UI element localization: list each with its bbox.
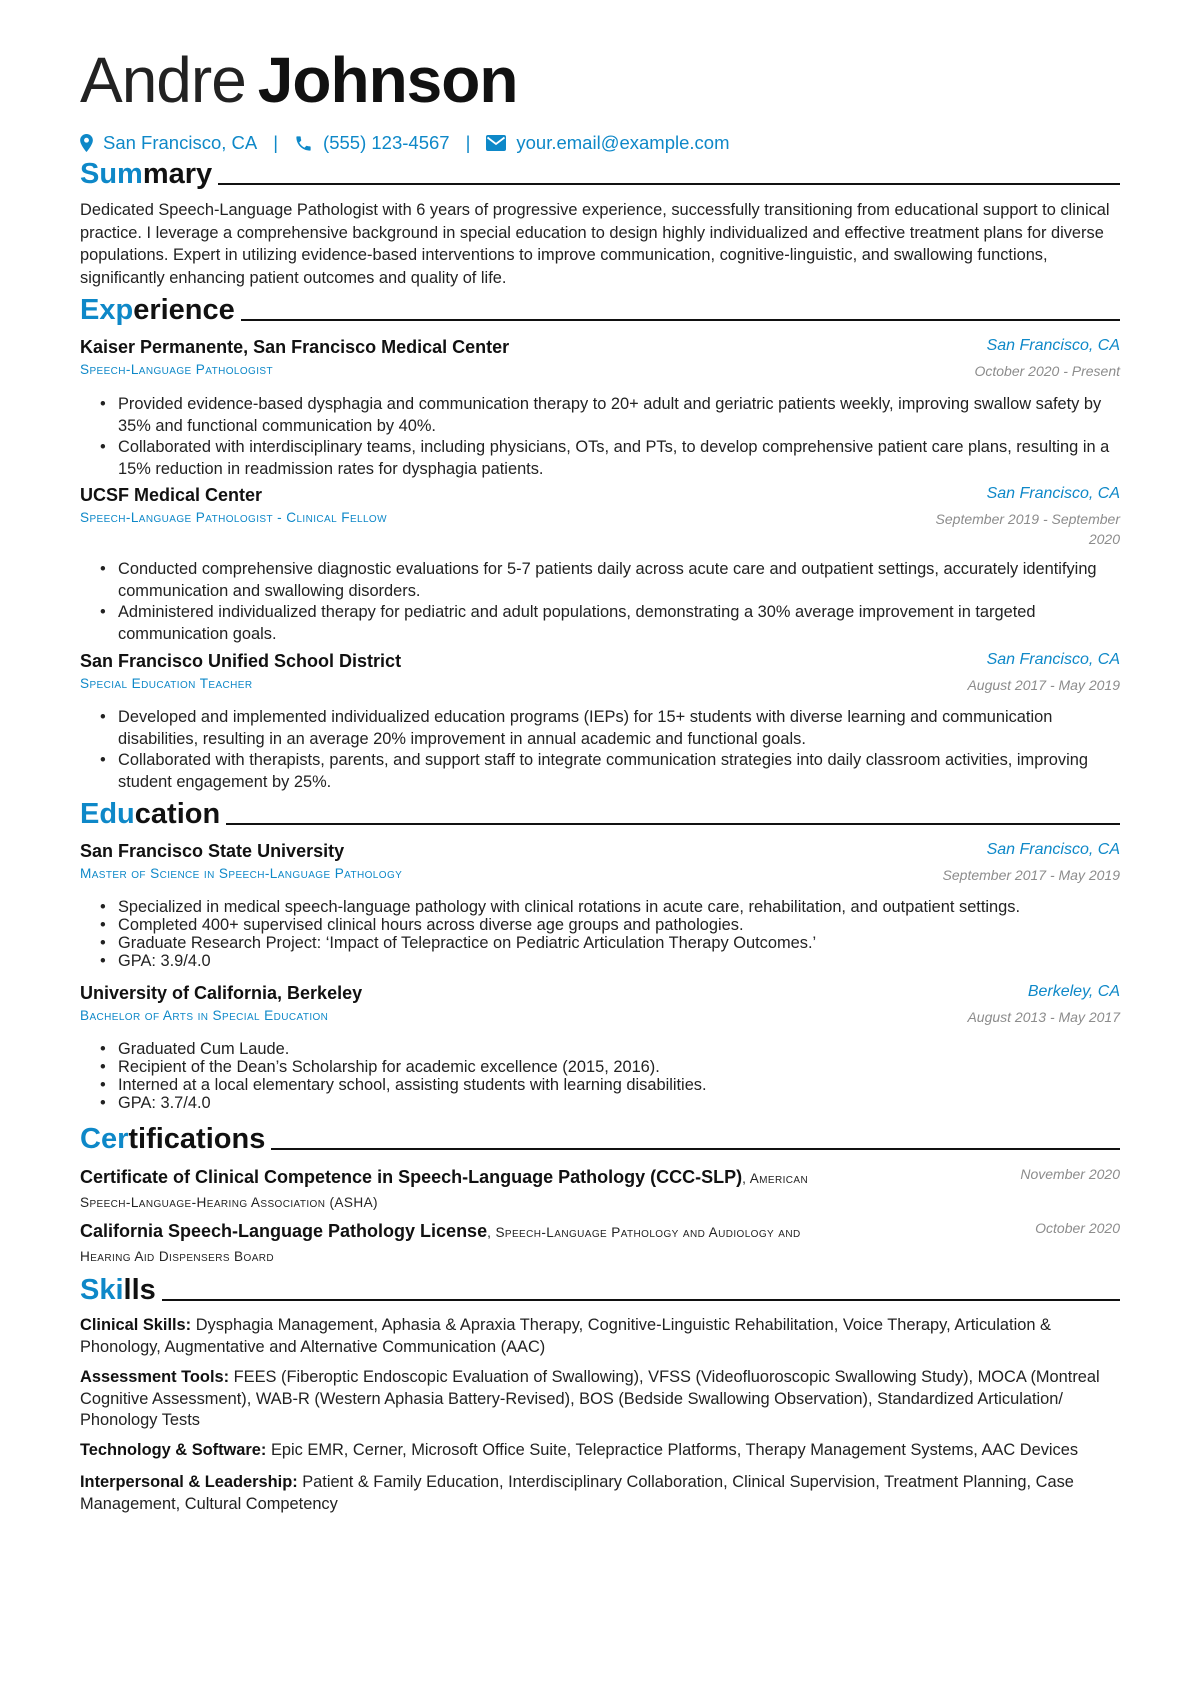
entry-dates: September 2019 - September 2020 (935, 511, 1120, 547)
email-link[interactable]: your.email@example.com (516, 132, 730, 153)
section-divider (241, 319, 1120, 321)
map-pin-icon (80, 134, 93, 152)
bullet-item: • Administered individualized therapy for pediatric and adult populations, demonstrating a 30% average improvement in targeted communication goals. (80, 602, 1120, 645)
bullet-item: • Specialized in medical speech-language pathology with clinical rotations in acute care, rehabilitation, and outpatient settings. (80, 898, 1120, 916)
contact-email[interactable] (486, 132, 729, 154)
phone-text[interactable]: (555) 123-4567 (323, 132, 450, 153)
certification-entry (80, 1220, 1120, 1268)
entry-location: San Francisco, CA (986, 651, 1120, 668)
skill-list: FEES (Fiberoptic Endoscopic Evaluation of Swallowing), VFSS (Videofluoroscopic Swallowing Study), MOCA (Montreal Cognitive Assessment), WAB-R (Western Aphasia Battery-Revised), BOS (Bedside Swallowing Observation), Standardized Articulation/ Phonology Tests (80, 1368, 1100, 1429)
certification-text (80, 1166, 840, 1214)
school-name: University of California, Berkeley (80, 983, 363, 1003)
certification-issuer: , American Speech-Language-Hearing Association (ASHA) (80, 1171, 809, 1210)
contact-location (80, 132, 257, 154)
skill-group (80, 1367, 1120, 1432)
skill-list: Dysphagia Management, Aphasia & Apraxia Therapy, Cognitive-Linguistic Rehabilitation, Voice Therapy, Articulation & Phonology, Augmentative and Alternative Communication (AAC) (80, 1316, 1051, 1356)
bullet-list (80, 559, 1120, 645)
section-header-certifications (80, 1122, 1120, 1156)
skill-list: Patient & Family Education, Interdisciplinary Collaboration, Clinical Supervision, Treatment Planning, Case Management, Cultural Competency (80, 1473, 1074, 1513)
section-divider (162, 1299, 1120, 1301)
bullet-list (80, 1040, 1120, 1112)
first-name: Andre (80, 44, 246, 116)
degree-title: Bachelor of Arts in Special Education (80, 1008, 329, 1023)
skill-group (80, 1440, 1120, 1462)
entry-location: San Francisco, CA (986, 485, 1120, 502)
section-header-education (80, 797, 1120, 831)
entry-dates: October 2020 - Present (974, 363, 1120, 379)
employer-name: San Francisco Unified School District (80, 651, 402, 671)
bullet-item: • Collaborated with therapists, parents, and support staff to integrate communication strategies into daily classroom activities, improving student engagement by 25%. (80, 750, 1120, 793)
bullet-item: • Recipient of the Dean’s Scholarship for academic excellence (2015, 2016). (80, 1058, 1120, 1076)
certification-text (80, 1220, 840, 1268)
job-title: Speech-Language Pathologist (80, 362, 273, 377)
entry-location: San Francisco, CA (986, 841, 1120, 858)
certification-date: November 2020 (1020, 1166, 1120, 1182)
skill-group (80, 1472, 1120, 1515)
certification-name: California Speech-Language Pathology License (80, 1221, 488, 1241)
section-divider (226, 823, 1120, 825)
contact-phone[interactable] (294, 132, 450, 154)
school-name: San Francisco State University (80, 841, 345, 861)
bullet-item: • Provided evidence-based dysphagia and communication therapy to 20+ adult and geriatric patients weekly, improving swallow safety by 35% and functional communication by 40%. (80, 394, 1120, 437)
section-header-experience (80, 293, 1120, 327)
bullet-list (80, 394, 1120, 480)
bullet-item: • Developed and implemented individualized education programs (IEPs) for 15+ students with diverse learning and communication disabilities, resulting in an average 20% improvement in annual academic and functional goals. (80, 707, 1120, 750)
skill-label: Interpersonal & Leadership: (80, 1473, 298, 1491)
section-title: Education (80, 798, 221, 830)
last-name: Johnson (257, 44, 518, 116)
phone-icon (294, 134, 313, 153)
employer-name: UCSF Medical Center (80, 485, 263, 505)
certification-name: Certificate of Clinical Competence in Speech-Language Pathology (CCC-SLP) (80, 1167, 743, 1187)
skill-label: Assessment Tools: (80, 1368, 230, 1386)
entry-location: San Francisco, CA (986, 337, 1120, 354)
section-header-skills (80, 1273, 1120, 1307)
separator: | (273, 132, 279, 153)
entry-dates: August 2017 - May 2019 (967, 677, 1120, 693)
bullet-item: • Graduate Research Project: ‘Impact of Telepractice on Pediatric Articulation Therapy Outcomes.’ (80, 934, 1120, 952)
section-divider (271, 1148, 1120, 1150)
bullet-item: • GPA: 3.7/4.0 (80, 1094, 1120, 1112)
section-title: Skills (80, 1274, 156, 1306)
certification-date: October 2020 (1035, 1220, 1120, 1236)
entry-dates: August 2013 - May 2017 (967, 1009, 1120, 1025)
bullet-item: • Collaborated with interdisciplinary teams, including physicians, OTs, and PTs, to develop comprehensive patient care plans, resulting in a 15% reduction in readmission rates for dysphagia patients. (80, 437, 1120, 480)
certification-issuer: , Speech-Language Pathology and Audiology and Hearing Aid Dispensers Board (80, 1225, 801, 1264)
entry-location: Berkeley, CA (1027, 983, 1120, 1000)
employer-name: Kaiser Permanente, San Francisco Medical Center (80, 337, 510, 357)
bullet-item: • Conducted comprehensive diagnostic evaluations for 5-7 patients daily across acute care and outpatient settings, accurately identifying communication and swallowing disorders. (80, 559, 1120, 602)
contact-line (80, 132, 730, 154)
section-header-summary (80, 157, 1120, 191)
section-title: Experience (80, 294, 235, 326)
job-title: Special Education Teacher (80, 676, 253, 691)
section-title: Summary (80, 158, 213, 190)
skill-label: Technology & Software: (80, 1441, 267, 1459)
skill-list: Epic EMR, Cerner, Microsoft Office Suite, Telepractice Platforms, Therapy Management Systems, AAC Devices (266, 1441, 1079, 1459)
degree-title: Master of Science in Speech-Language Pathology (80, 866, 403, 881)
summary-text: Dedicated Speech-Language Pathologist with 6 years of progressive experience, successfully transitioning from educational support to clinical practice. I leverage a comprehensive background in special education to design highly individualized and effective treatment plans for diverse populations. Expert in utilizing evidence-based interventions to improve communication, cognitive-linguistic, and swallowing functions, significantly enhancing patient outcomes and quality of life. (80, 201, 1110, 287)
separator: | (465, 132, 471, 153)
section-divider (218, 183, 1120, 185)
job-title: Speech-Language Pathologist - Clinical Fellow (80, 510, 387, 525)
entry-dates: September 2017 - May 2019 (942, 867, 1120, 883)
candidate-name (80, 40, 517, 120)
bullet-item: • Interned at a local elementary school, assisting students with learning disabilities. (80, 1076, 1120, 1094)
certification-entry (80, 1166, 1120, 1214)
envelope-icon (486, 135, 506, 151)
skill-group (80, 1315, 1120, 1358)
bullet-item: • Completed 400+ supervised clinical hours across diverse age groups and pathologies. (80, 916, 1120, 934)
bullet-item: • Graduated Cum Laude. (80, 1040, 1120, 1058)
section-title: Certifications (80, 1123, 266, 1155)
bullet-item: • GPA: 3.9/4.0 (80, 952, 1120, 970)
skill-label: Clinical Skills: (80, 1316, 192, 1334)
bullet-list (80, 707, 1120, 793)
bullet-list (80, 898, 1120, 970)
location-text: San Francisco, CA (103, 132, 258, 153)
